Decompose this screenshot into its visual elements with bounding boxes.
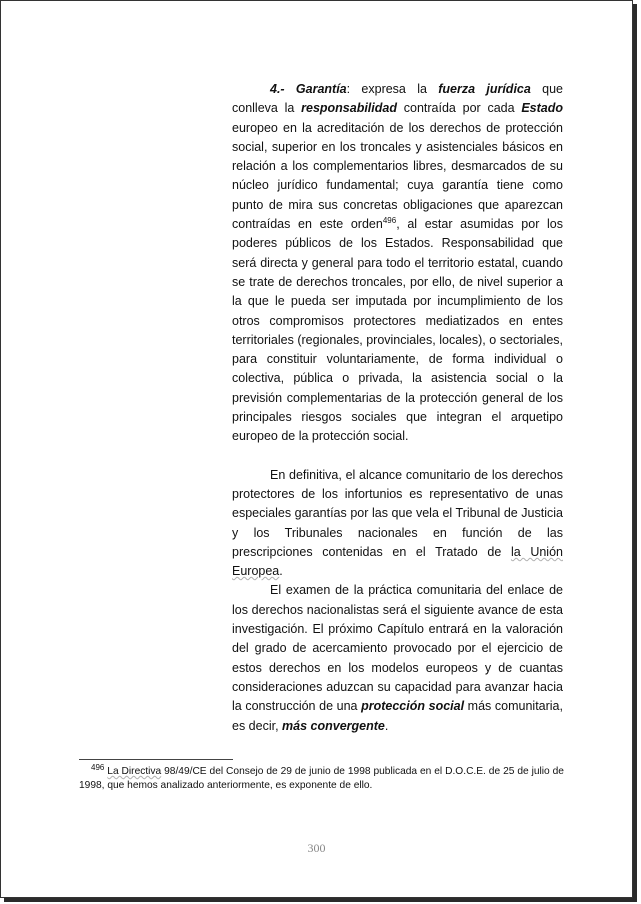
emphasis: Estado (521, 101, 563, 116)
text-run: , al estar asumidas por los poderes públicos de los Estados. Responsabilidad que será directa y general para todo el territorio estatal, cuando se trate de derechos troncales, por ello, de nivel superior a la que le pueda ser imputada por incumplimiento de los otros compromisos protectores mediatizados en entes territoriales (regionales, provinciales, locales), o sectoriales, para constituir voluntariamente, de forma individual o colectiva, pública o privada, la asistencia social o la previsión complementarias de la protección general de los principales riesgos sociales que integran el arquetipo europeo de la protección social. (232, 217, 563, 444)
spellcheck-underline: la Unión Europea (232, 544, 563, 579)
body-text (232, 80, 563, 736)
footnote-reference[interactable]: 496 (382, 215, 397, 225)
text-run: europeo en la acreditación de los derechos de protección social, superior en los troncales y asistenciales básicos en relación a los complementarios libres, desmarcados de su núcleo jurídico fundamental; cuya garantía tiene como punto de mira sus concretas obligaciones que aparezcan contraídas en este orden (232, 120, 563, 232)
footnote (79, 762, 564, 792)
text-run: contraída por cada (396, 101, 522, 116)
text-run: que conlleva la (232, 82, 563, 116)
text-run: El examen de la práctica comunitaria del enlace de los derechos nacionalistas será el siguiente avance de esta investigación. El próximo Capítulo entrará en la valoración del grado de acercamiento provocado por el ejercicio de estos derechos en los modelos europeos y de cuantas consideraciones aduzcan su capacidad para avanzar hacia la construcción de una (232, 583, 563, 714)
footnote-text: 98/49/CE del Consejo de 29 de junio de 1998 publicada en el D.O.C.E. de 25 de julio de 1998, que hemos analizado anteriormente, es exponente de ello. (79, 766, 564, 791)
footnote-separator (79, 759, 233, 760)
emphasis: responsabilidad (301, 101, 397, 116)
spellcheck-underline: La Directiva (107, 766, 162, 777)
text-run: . (279, 564, 283, 579)
text-run: : expresa la (346, 82, 439, 96)
text-run: . (384, 718, 389, 733)
footnote-mark: 496 (91, 762, 105, 772)
paragraph-scope (232, 466, 563, 582)
page-number: 300 (307, 841, 326, 855)
paragraph-next-chapter (232, 581, 563, 735)
emphasis: protección social (361, 699, 465, 714)
paragraph-guarantee (232, 80, 563, 447)
emphasis: fuerza jurídica (438, 82, 531, 96)
emphasis: más convergente (282, 718, 385, 733)
section-heading: 4.- Garantía (270, 82, 347, 96)
text-run: En definitiva, el alcance comunitario de los derechos protectores de los infortunios es representativo de unas especiales garantías por las que vela el Tribunal de Justicia y los Tribunales nacionales en función de las prescripciones contenidas en el Tratado de (232, 467, 563, 559)
text-run: más comunitaria, es decir, (232, 699, 563, 733)
